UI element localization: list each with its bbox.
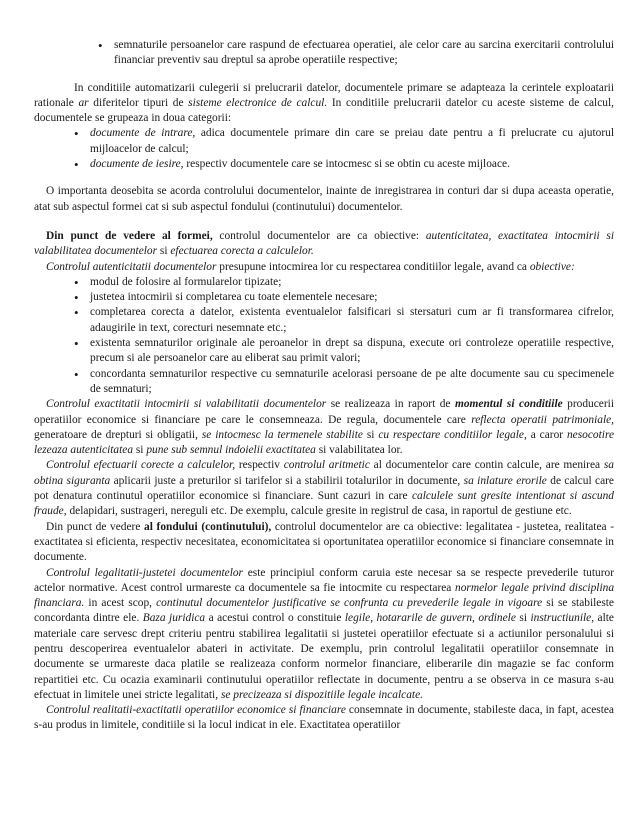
text-run: controlul documentelor are ca obiective: legalitatea - justetea, realitatea -exactitatea si eficienta, respectiv necesitatea, economicitatea si oportunitatea operatiilor economice si financiare consemnate in documente. — [34, 520, 615, 564]
signature-bullet-list — [34, 38, 614, 69]
emphasized-text-run: continutul documentelor justificative se confrunta cu prevederile legale in vigoare — [156, 597, 543, 610]
emphasized-text-run: se intocmesc la termenele stabilite — [201, 428, 363, 441]
text-run: a caror — [526, 428, 567, 441]
text-run: delapidari, sustrageri, nereguli etc. De exemplu, calcule gresite in registrul de casa, in raportul de gestiune etc. — [66, 505, 572, 518]
text-run: se realizeaza in raport de — [326, 398, 455, 411]
emphasized-text-run: calculele sunt gresite intentionat si ascund fraude, — [34, 490, 614, 518]
emphasized-text-run: se precizeaza si dispozitiile legale incalcate. — [220, 688, 423, 701]
bullet-item — [90, 336, 614, 367]
emphasized-text-run: Baza juridica — [142, 612, 206, 625]
emphasized-text-run: Controlul exactitatii intocmirii si valabilitatii documentelor — [46, 398, 327, 411]
text-run: modul de folosire al formularelor tipizate; — [90, 275, 282, 288]
text-run: respectiv — [235, 459, 284, 472]
text-run: si — [157, 245, 171, 258]
text-run: si se stabileste concordanta dintre ele. — [34, 597, 614, 625]
emphasized-text-run: ar — [78, 96, 89, 109]
text-run: este principiul conform caruia este necesar sa se respecte prevederile tuturor actelor normative. Acest control urmareste ca documentele sa fie intocmite cu respectarea — [34, 566, 614, 594]
bullet-item — [90, 290, 614, 305]
emphasized-text-run: Controlul realitatii-exactitatii operatiilor economice si financiare — [46, 704, 346, 717]
text-run: respectiv documentele care se intocmesc si se obtin cu aceste mijloace. — [183, 158, 510, 171]
paragraph-importance — [34, 184, 614, 215]
bullet-item — [90, 275, 614, 290]
emphasized-text-run: autenticitatea, exactitatea intocmirii si valabilitatea documentelor — [34, 229, 615, 258]
paragraph-legality — [34, 566, 614, 704]
emphasized-text-run: reflecta operatii patrimoniale, — [471, 413, 615, 426]
emphasized-text-run: efectuarea corecta a calculelor. — [170, 245, 314, 258]
paragraph-calculations — [34, 458, 614, 519]
emphasized-text-run: momentul si conditiile — [454, 398, 563, 411]
paragraph-automation — [34, 81, 614, 127]
emphasized-text-run: sisteme electronice de calcul. — [188, 96, 328, 109]
bullet-item — [90, 305, 614, 336]
bullet-item — [90, 157, 614, 172]
text-run: generatoare de drepturi si obligatii, — [34, 428, 202, 441]
emphasized-text-run: documente de iesire, — [90, 158, 184, 171]
text-run: alte materiale care servesc drept criteriu pentru stabilirea legalitatii si justetei operatiilor efectuate si a actiunilor personalului si pentru descoperirea eventualelor abateri in activitate. De exemplu, prin controlul legalitatii operatiilor consemnate in documente se urmareste daca platile se realizeaza conform normelor financiare, eliberarile din magazie se fac conform repartitiei etc. Cu ocazia examinarii continutului operatiilor reflectate in documente, pentru a se observa in ce masura s-au efectuat in limitele unei stricte legalitati, — [34, 612, 614, 701]
emphasized-text-run: nesocotire lezeaza autenticitatea — [34, 428, 615, 457]
bullet-item — [114, 38, 614, 69]
paragraph-exactness — [34, 397, 614, 458]
text-run: controlul documentelor are ca obiective: — [212, 229, 426, 242]
text-run: al documentelor care contin calcule, are menirea — [369, 459, 604, 472]
text-run: Din punct de vedere — [46, 520, 145, 533]
text-run: si — [133, 444, 147, 457]
text-run: adica documentele primare din care se preiau date pentru a fi prelucrate cu ajutorul mijloacelor de calcul; — [90, 127, 614, 155]
emphasized-text-run: normelor legale privind disciplina financiara. — [34, 581, 615, 610]
text-run: concordanta semnaturilor respective cu semnaturile acelorasi persoane de pe alte documente sau cu specimenele de semnaturi; — [90, 367, 614, 395]
text-run: a acestui control o constituie — [205, 612, 345, 625]
paragraph-authenticity — [34, 260, 614, 275]
text-run: in acest scop, — [84, 597, 157, 610]
bullet-item — [90, 126, 614, 157]
text-run: aplicarii juste a preturilor si tarifelor si a stabilirii totalurilor in documente, — [110, 474, 464, 487]
text-run: si valabilitatea lor. — [315, 444, 403, 457]
paragraph-form-control — [34, 229, 614, 260]
emphasized-text-run: sa obtina siguranta — [34, 459, 614, 487]
emphasized-text-run: Controlul efectuarii corecte a calculelor, — [46, 459, 236, 472]
text-run: completarea corecta a datelor, existenta eventualelor falsificari si stersaturi cum ar fi transformarea cifrelor, adaugirile in text, corecturi nesemnate etc.; — [90, 306, 614, 334]
paragraph-reality — [34, 703, 614, 734]
text-run: diferitelor tipuri de — [88, 96, 189, 109]
emphasized-text-run: instructiunile, — [530, 612, 595, 625]
text-run: In conditiile prelucrarii datelor cu aceste sisteme de calcul, documentele se grupeaza in doua categorii: — [34, 96, 614, 125]
authenticity-objectives-list — [34, 275, 614, 397]
emphasized-text-run: obiective: — [529, 260, 575, 273]
text-run: de calcul care pot denatura continutul operatiilor economice si financiare. Sunt cazuri in care — [34, 474, 614, 503]
text-run: In conditiile automatizarii culegerii si prelucrarii datelor, documentele primare se adapteaza la cerintele exploatarii rationale — [34, 81, 614, 109]
bullet-item — [90, 367, 614, 398]
document-categories-list — [34, 126, 614, 172]
emphasized-text-run: controlul aritmetic — [283, 459, 370, 472]
emphasized-text-run: cu respectare conditiilor legale, — [378, 428, 527, 441]
text-run: si — [515, 612, 531, 625]
text-run: O importanta deosebita se acorda controlului documentelor, inainte de inregistrarea in conturi dar si dupa aceasta operatie, atat sub aspectul formei cat si sub aspectul fondului (continutului) documentelor. — [34, 185, 614, 213]
emphasized-text-run: Din punct de vedere al formei, — [46, 229, 213, 242]
emphasized-text-run: legile, hotararile de guvern, ordinele — [344, 612, 516, 625]
emphasized-text-run: sa inlature erorile — [463, 474, 547, 487]
text-run: presupune intocmirea lor cu respectarea conditiilor legale, avand ca — [216, 260, 530, 273]
text-run: consemnate in documente, stabileste daca, in fapt, acestea s-au produs in limitele, conditiile si la locul indicat in ele. Exactitatea operatiilor — [34, 704, 614, 732]
emphasized-text-run: al fondului (continutului), — [144, 520, 272, 533]
text-run: si — [362, 428, 379, 441]
text-run: semnaturile persoanelor care raspund de efectuarea operatiei, ale celor care au sarcina exercitarii controlului financiar preventiv sau dreptul sa aprobe operatiile respective; — [114, 39, 614, 67]
paragraph-content-control — [34, 520, 614, 566]
emphasized-text-run: Controlul legalitatii-justetei documentelor — [46, 566, 243, 579]
emphasized-text-run: Controlul autenticitatii documentelor — [46, 260, 217, 273]
text-run: producerii operatiilor economice si financiare pe care le consemneaza. De regula, documentele care — [34, 398, 614, 426]
emphasized-text-run: pune sub semnul indoielii exactitatea — [146, 444, 316, 457]
text-run: justetea intocmirii si completarea cu toate elementele necesare; — [90, 291, 378, 304]
emphasized-text-run: documente de intrare, — [90, 127, 196, 140]
text-run: existenta semnaturilor originale ale peroanelor in drept sa dispuna, execute ori controleze operatiile respective, precum si ale persoanelor care au eliberat sau primit valori; — [90, 337, 614, 365]
